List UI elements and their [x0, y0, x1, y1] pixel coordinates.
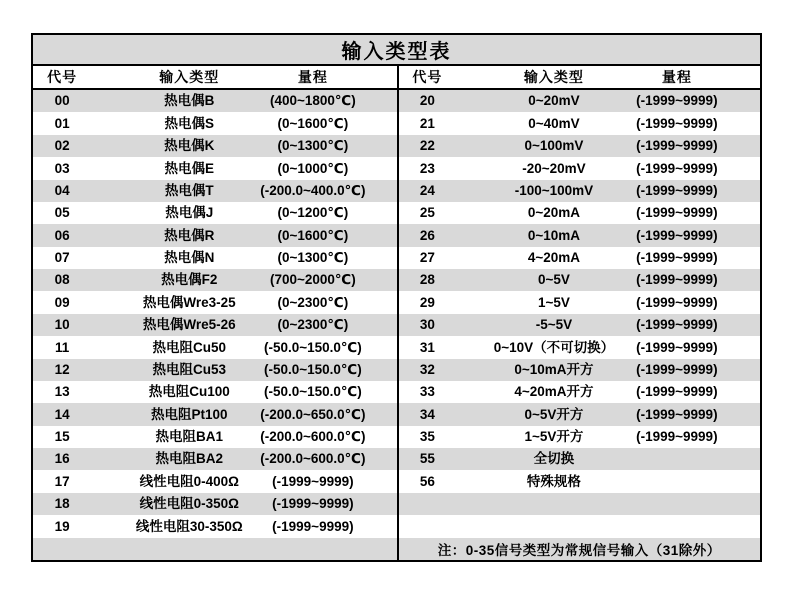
cell-code: 28	[419, 272, 435, 288]
table-row	[399, 269, 761, 291]
cell-range: (-50.0~150.0℃)	[263, 361, 362, 377]
right-rows-container	[399, 90, 761, 560]
cell-range: (-1999~9999)	[636, 93, 718, 109]
cell-range: (-1999~9999)	[636, 138, 718, 154]
cell-code: 19	[54, 518, 70, 534]
table-row	[399, 359, 761, 381]
cell-range: (-200.0~650.0℃)	[260, 406, 366, 422]
cell-type: 热电阻Cu100	[148, 384, 230, 400]
note-text: 注：0-35信号类型为常规信号输入（31除外）	[437, 542, 721, 558]
cell-type: 热电偶Wre5-26	[142, 317, 236, 333]
cell-code: 29	[419, 294, 435, 310]
cell-code: 56	[419, 473, 435, 489]
table-row	[399, 381, 761, 403]
cell-code: 18	[54, 496, 70, 512]
cell-range: (0~1000℃)	[277, 160, 349, 176]
cell-type: 热电阻Pt100	[151, 406, 228, 422]
cell-code: 08	[54, 272, 70, 288]
table-row	[33, 448, 397, 470]
table-row	[399, 202, 761, 224]
cell-code: 11	[54, 339, 70, 355]
table-row	[33, 381, 397, 403]
left-header-row	[33, 66, 397, 90]
table-row	[33, 515, 397, 537]
cell-range: (-1999~9999)	[272, 496, 354, 512]
cell-range: (-200.0~600.0℃)	[260, 451, 366, 467]
cell-type: 1~5V开方	[524, 429, 584, 445]
cell-range: (-1999~9999)	[636, 272, 718, 288]
cell-code: 22	[419, 138, 435, 154]
table-row	[399, 470, 761, 492]
cell-code: 20	[419, 93, 435, 109]
cell-type: 热电偶K	[164, 138, 215, 154]
cell-range: (0~1600℃)	[277, 115, 349, 131]
left-col-header-range: 量程	[297, 69, 328, 85]
cell-code: 10	[54, 317, 70, 333]
cell-type: 特殊规格	[526, 473, 581, 489]
cell-range: (-1999~9999)	[636, 227, 718, 243]
cell-code: 00	[54, 93, 70, 109]
cell-type: -20~20mV	[522, 160, 586, 176]
cell-range: (-1999~9999)	[272, 518, 354, 534]
table-row	[399, 247, 761, 269]
cell-code: 14	[54, 406, 70, 422]
cell-type: 热电阻BA2	[155, 451, 224, 467]
cell-range: (0~1600℃)	[277, 227, 349, 243]
cell-type: 0~20mV	[528, 93, 580, 109]
cell-code: 06	[54, 227, 70, 243]
cell-range: (0~1200℃)	[277, 205, 349, 221]
cell-type: 线性电阻0-350Ω	[139, 496, 239, 512]
cell-code: 16	[54, 451, 70, 467]
cell-type: 热电偶E	[164, 160, 215, 176]
cell-type: -5~5V	[535, 317, 573, 333]
table-row	[33, 269, 397, 291]
table-body	[33, 66, 760, 560]
cell-code: 24	[419, 182, 435, 198]
cell-code: 01	[54, 115, 70, 131]
table-row	[33, 426, 397, 448]
cell-code: 09	[54, 294, 70, 310]
cell-type: 0~5V	[537, 272, 570, 288]
cell-range: (-1999~9999)	[636, 115, 718, 131]
cell-type: 热电阻BA1	[155, 429, 224, 445]
cell-type: 0~40mV	[528, 115, 580, 131]
table-row	[399, 426, 761, 448]
table-row	[33, 135, 397, 157]
cell-code: 55	[419, 451, 435, 467]
cell-code: 07	[54, 250, 70, 266]
cell-code: 05	[54, 205, 70, 221]
cell-code: 32	[419, 361, 435, 377]
table-row	[33, 359, 397, 381]
table-row	[399, 448, 761, 470]
right-table-half	[397, 66, 761, 560]
cell-type: 1~5V	[537, 294, 570, 310]
table-row	[399, 403, 761, 425]
cell-code: 25	[419, 205, 435, 221]
cell-range: (-200.0~600.0℃)	[260, 429, 366, 445]
note-row	[399, 538, 761, 560]
table-row	[399, 493, 761, 515]
cell-code: 17	[54, 473, 70, 489]
table-row	[33, 202, 397, 224]
cell-type: 热电阻Cu50	[152, 339, 227, 355]
cell-type: 热电偶R	[164, 227, 215, 243]
cell-type: 全切换	[533, 451, 575, 467]
cell-type: 热电偶F2	[161, 272, 218, 288]
cell-type: 0~5V开方	[524, 406, 584, 422]
cell-range: (-1999~9999)	[636, 160, 718, 176]
cell-code: 15	[54, 429, 70, 445]
cell-type: 热电偶S	[164, 115, 215, 131]
cell-code: 04	[54, 182, 70, 198]
table-row	[399, 112, 761, 134]
cell-type: -100~100mV	[514, 182, 594, 198]
cell-type: 4~20mA	[527, 250, 581, 266]
cell-range: (-1999~9999)	[636, 361, 718, 377]
left-rows-container	[33, 90, 397, 560]
left-table-half	[33, 66, 397, 560]
cell-range: (700~2000℃)	[269, 272, 356, 288]
table-row	[33, 157, 397, 179]
cell-type: 热电偶T	[164, 182, 214, 198]
cell-range: (0~2300℃)	[277, 294, 349, 310]
cell-range: (-1999~9999)	[272, 473, 354, 489]
table-row	[33, 224, 397, 246]
table-row	[399, 90, 761, 112]
right-header-row	[399, 66, 761, 90]
cell-range: (-1999~9999)	[636, 250, 718, 266]
right-col-header-type: 输入类型	[523, 69, 584, 85]
table-row	[33, 112, 397, 134]
cell-type: 0~10mA开方	[514, 361, 594, 377]
cell-type: 4~20mA开方	[514, 384, 594, 400]
cell-type: 热电阻Cu53	[152, 361, 227, 377]
table-row	[399, 180, 761, 202]
table-row	[33, 291, 397, 313]
table-row	[33, 336, 397, 358]
cell-code: 13	[54, 384, 70, 400]
cell-code: 02	[54, 138, 70, 154]
right-col-header-code: 代号	[412, 69, 443, 85]
table-row	[33, 470, 397, 492]
table-row	[399, 157, 761, 179]
cell-range: (-1999~9999)	[636, 317, 718, 333]
cell-type: 线性电阻30-350Ω	[135, 518, 243, 534]
left-col-header-code: 代号	[47, 69, 78, 85]
cell-type: 线性电阻0-400Ω	[139, 473, 239, 489]
cell-range: (0~1300℃)	[277, 138, 349, 154]
cell-range: (-1999~9999)	[636, 406, 718, 422]
cell-code: 35	[419, 429, 435, 445]
cell-range: (-1999~9999)	[636, 429, 718, 445]
table-row	[33, 314, 397, 336]
table-row	[33, 180, 397, 202]
table-row	[33, 403, 397, 425]
table-row	[399, 336, 761, 358]
cell-type: 热电偶Wre3-25	[142, 294, 236, 310]
table-row	[399, 314, 761, 336]
cell-range: (-50.0~150.0℃)	[263, 339, 362, 355]
cell-type: 0~20mA	[527, 205, 581, 221]
input-type-table	[31, 33, 762, 562]
table-title: 输入类型表	[33, 35, 760, 66]
table-row	[399, 224, 761, 246]
table-row	[399, 515, 761, 537]
cell-type: 0~100mV	[524, 138, 584, 154]
cell-code: 21	[419, 115, 435, 131]
cell-code: 30	[419, 317, 435, 333]
cell-range: (400~1800℃)	[269, 93, 356, 109]
cell-code: 03	[54, 160, 70, 176]
cell-type: 热电偶J	[165, 205, 214, 221]
table-row	[33, 90, 397, 112]
cell-code: 33	[419, 384, 435, 400]
cell-code: 34	[419, 406, 435, 422]
table-row	[33, 538, 397, 560]
cell-range: (-1999~9999)	[636, 339, 718, 355]
cell-type: 0~10mA	[527, 227, 581, 243]
cell-range: (-1999~9999)	[636, 384, 718, 400]
cell-range: (-1999~9999)	[636, 205, 718, 221]
table-row	[33, 247, 397, 269]
cell-range: (-1999~9999)	[636, 182, 718, 198]
cell-code: 31	[419, 339, 435, 355]
table-row	[399, 135, 761, 157]
table-row	[399, 291, 761, 313]
cell-code: 27	[419, 250, 435, 266]
cell-range: (-50.0~150.0℃)	[263, 384, 362, 400]
right-col-header-range: 量程	[661, 69, 692, 85]
cell-type: 0~10V（不可切换）	[493, 339, 615, 355]
cell-code: 26	[419, 227, 435, 243]
cell-range: (0~1300℃)	[277, 250, 349, 266]
cell-range: (-200.0~400.0℃)	[260, 182, 366, 198]
cell-range: (-1999~9999)	[636, 294, 718, 310]
left-col-header-type: 输入类型	[159, 69, 220, 85]
table-row	[33, 493, 397, 515]
cell-code: 12	[54, 361, 70, 377]
cell-type: 热电偶N	[164, 250, 215, 266]
cell-type: 热电偶B	[164, 93, 215, 109]
cell-code: 23	[419, 160, 435, 176]
cell-range: (0~2300℃)	[277, 317, 349, 333]
